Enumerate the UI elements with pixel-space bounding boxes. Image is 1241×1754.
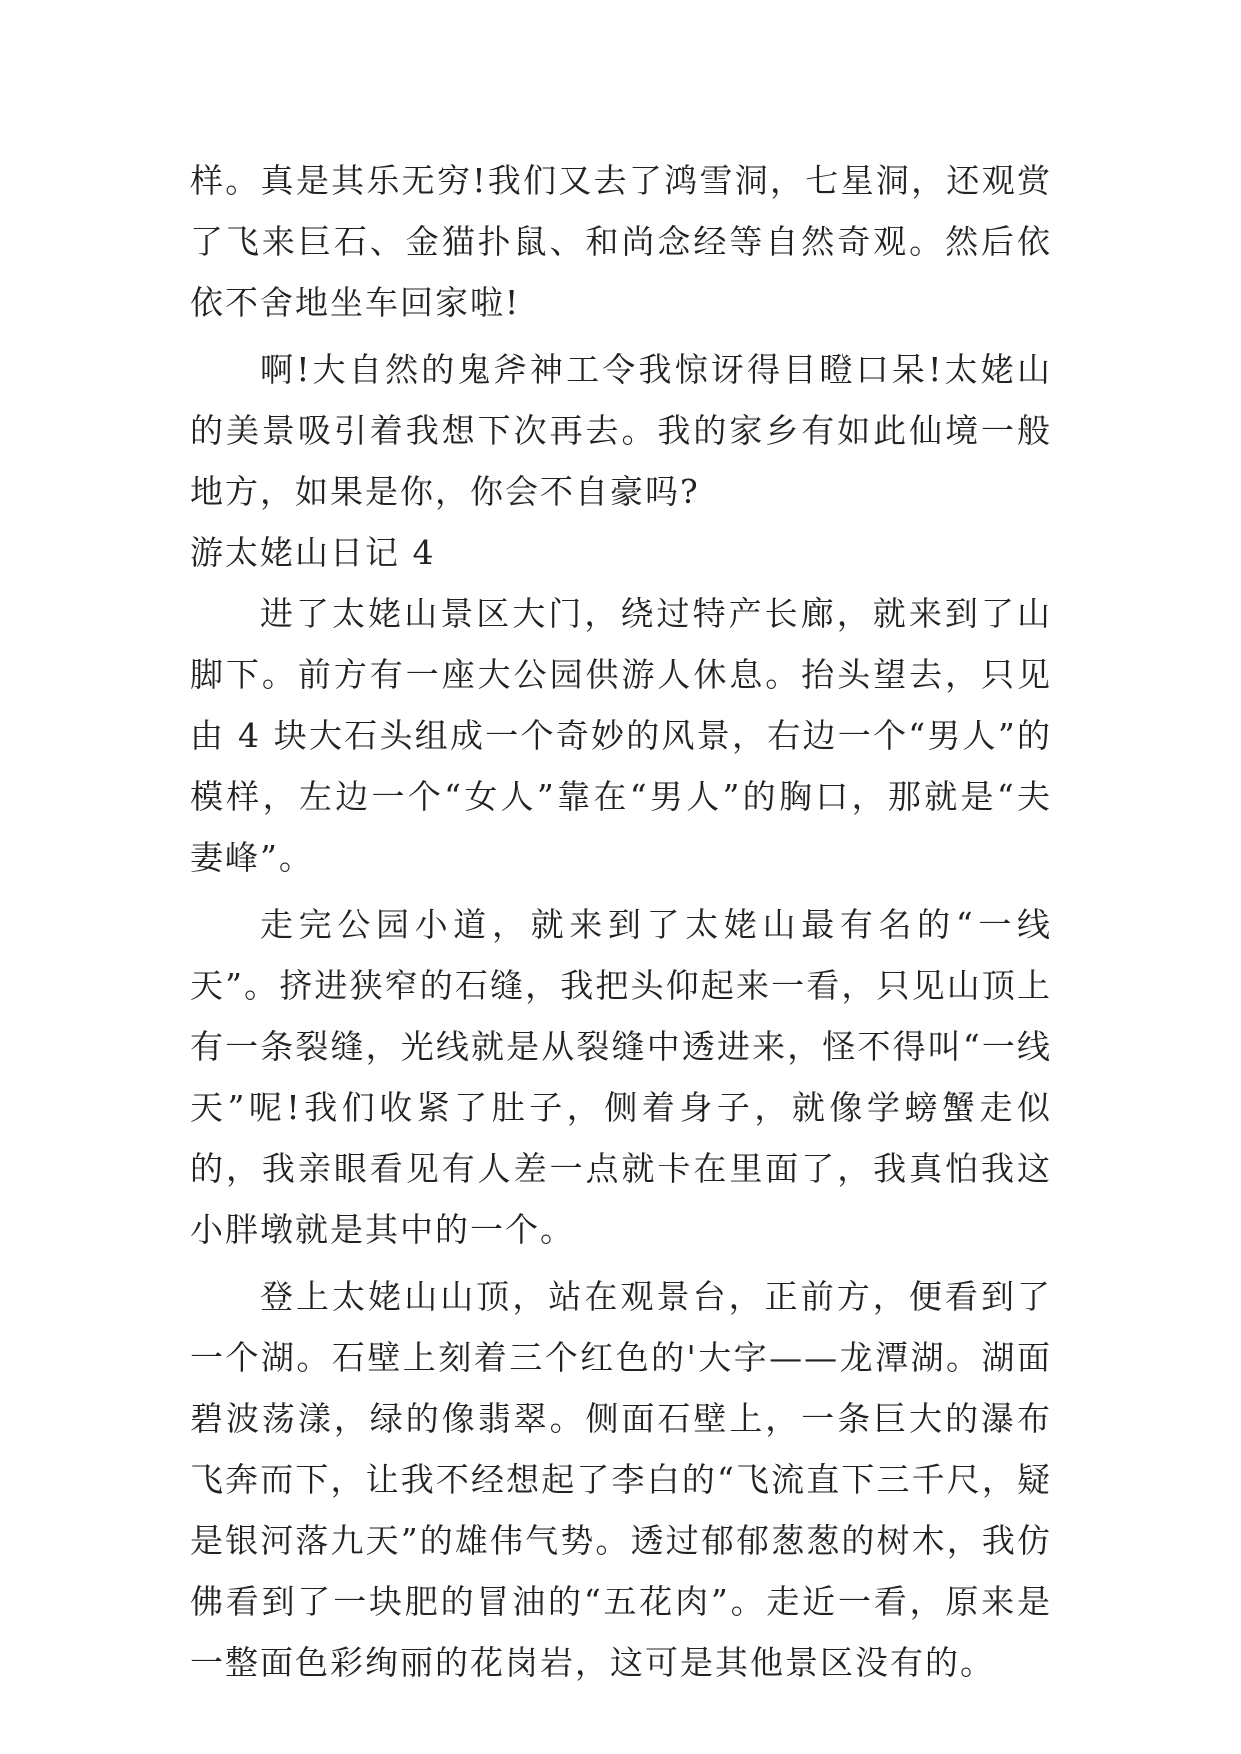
diary-heading: 游太姥山日记 4 [190,533,436,572]
document-body [190,150,1052,1693]
paragraph-continuation: 样。真是其乐无穷!我们又去了鸿雪洞，七星洞，还观赏了飞来巨石、金猫扑鼠、和尚念经等自然奇观。然后依依不舍地坐车回家啦! [190,161,1052,322]
paragraph-entrance: 进了太姥山景区大门，绕过特产长廊，就来到了山脚下。前方有一座大公园供游人休息。抬头望去，只见由 4 块大石头组成一个奇妙的风景，右边一个“男人”的模样，左边一个“女人”靠在“男人”的胸口，那就是“夫妻峰”。 [190,594,1052,877]
paragraph-yixiantian: 走完公园小道，就来到了太姥山最有名的“一线天”。挤进狭窄的石缝，我把头仰起来一看，只见山顶上有一条裂缝，光线就是从裂缝中透进来，怪不得叫“一线天”呢!我们收紧了肚子，侧着身子，就像学螃蟹走似的，我亲眼看见有人差一点就卡在里面了，我真怕我这小胖墩就是其中的一个。 [190,905,1052,1249]
paragraph-summit: 登上太姥山山顶，站在观景台，正前方，便看到了一个湖。石壁上刻着三个红色的'大字——龙潭湖。湖面碧波荡漾，绿的像翡翠。侧面石壁上，一条巨大的瀑布飞奔而下，让我不经想起了李白的“飞流直下三千尺，疑是银河落九天”的雄伟气势。透过郁郁葱葱的树木，我仿佛看到了一块肥的冒油的“五花肉”。走近一看，原来是一整面色彩绚丽的花岗岩，这可是其他景区没有的。 [190,1277,1052,1682]
paragraph-exclamation: 啊!大自然的鬼斧神工令我惊讶得目瞪口呆!太姥山的美景吸引着我想下次再去。我的家乡有如此仙境一般地方，如果是你，你会不自豪吗? [190,350,1052,511]
